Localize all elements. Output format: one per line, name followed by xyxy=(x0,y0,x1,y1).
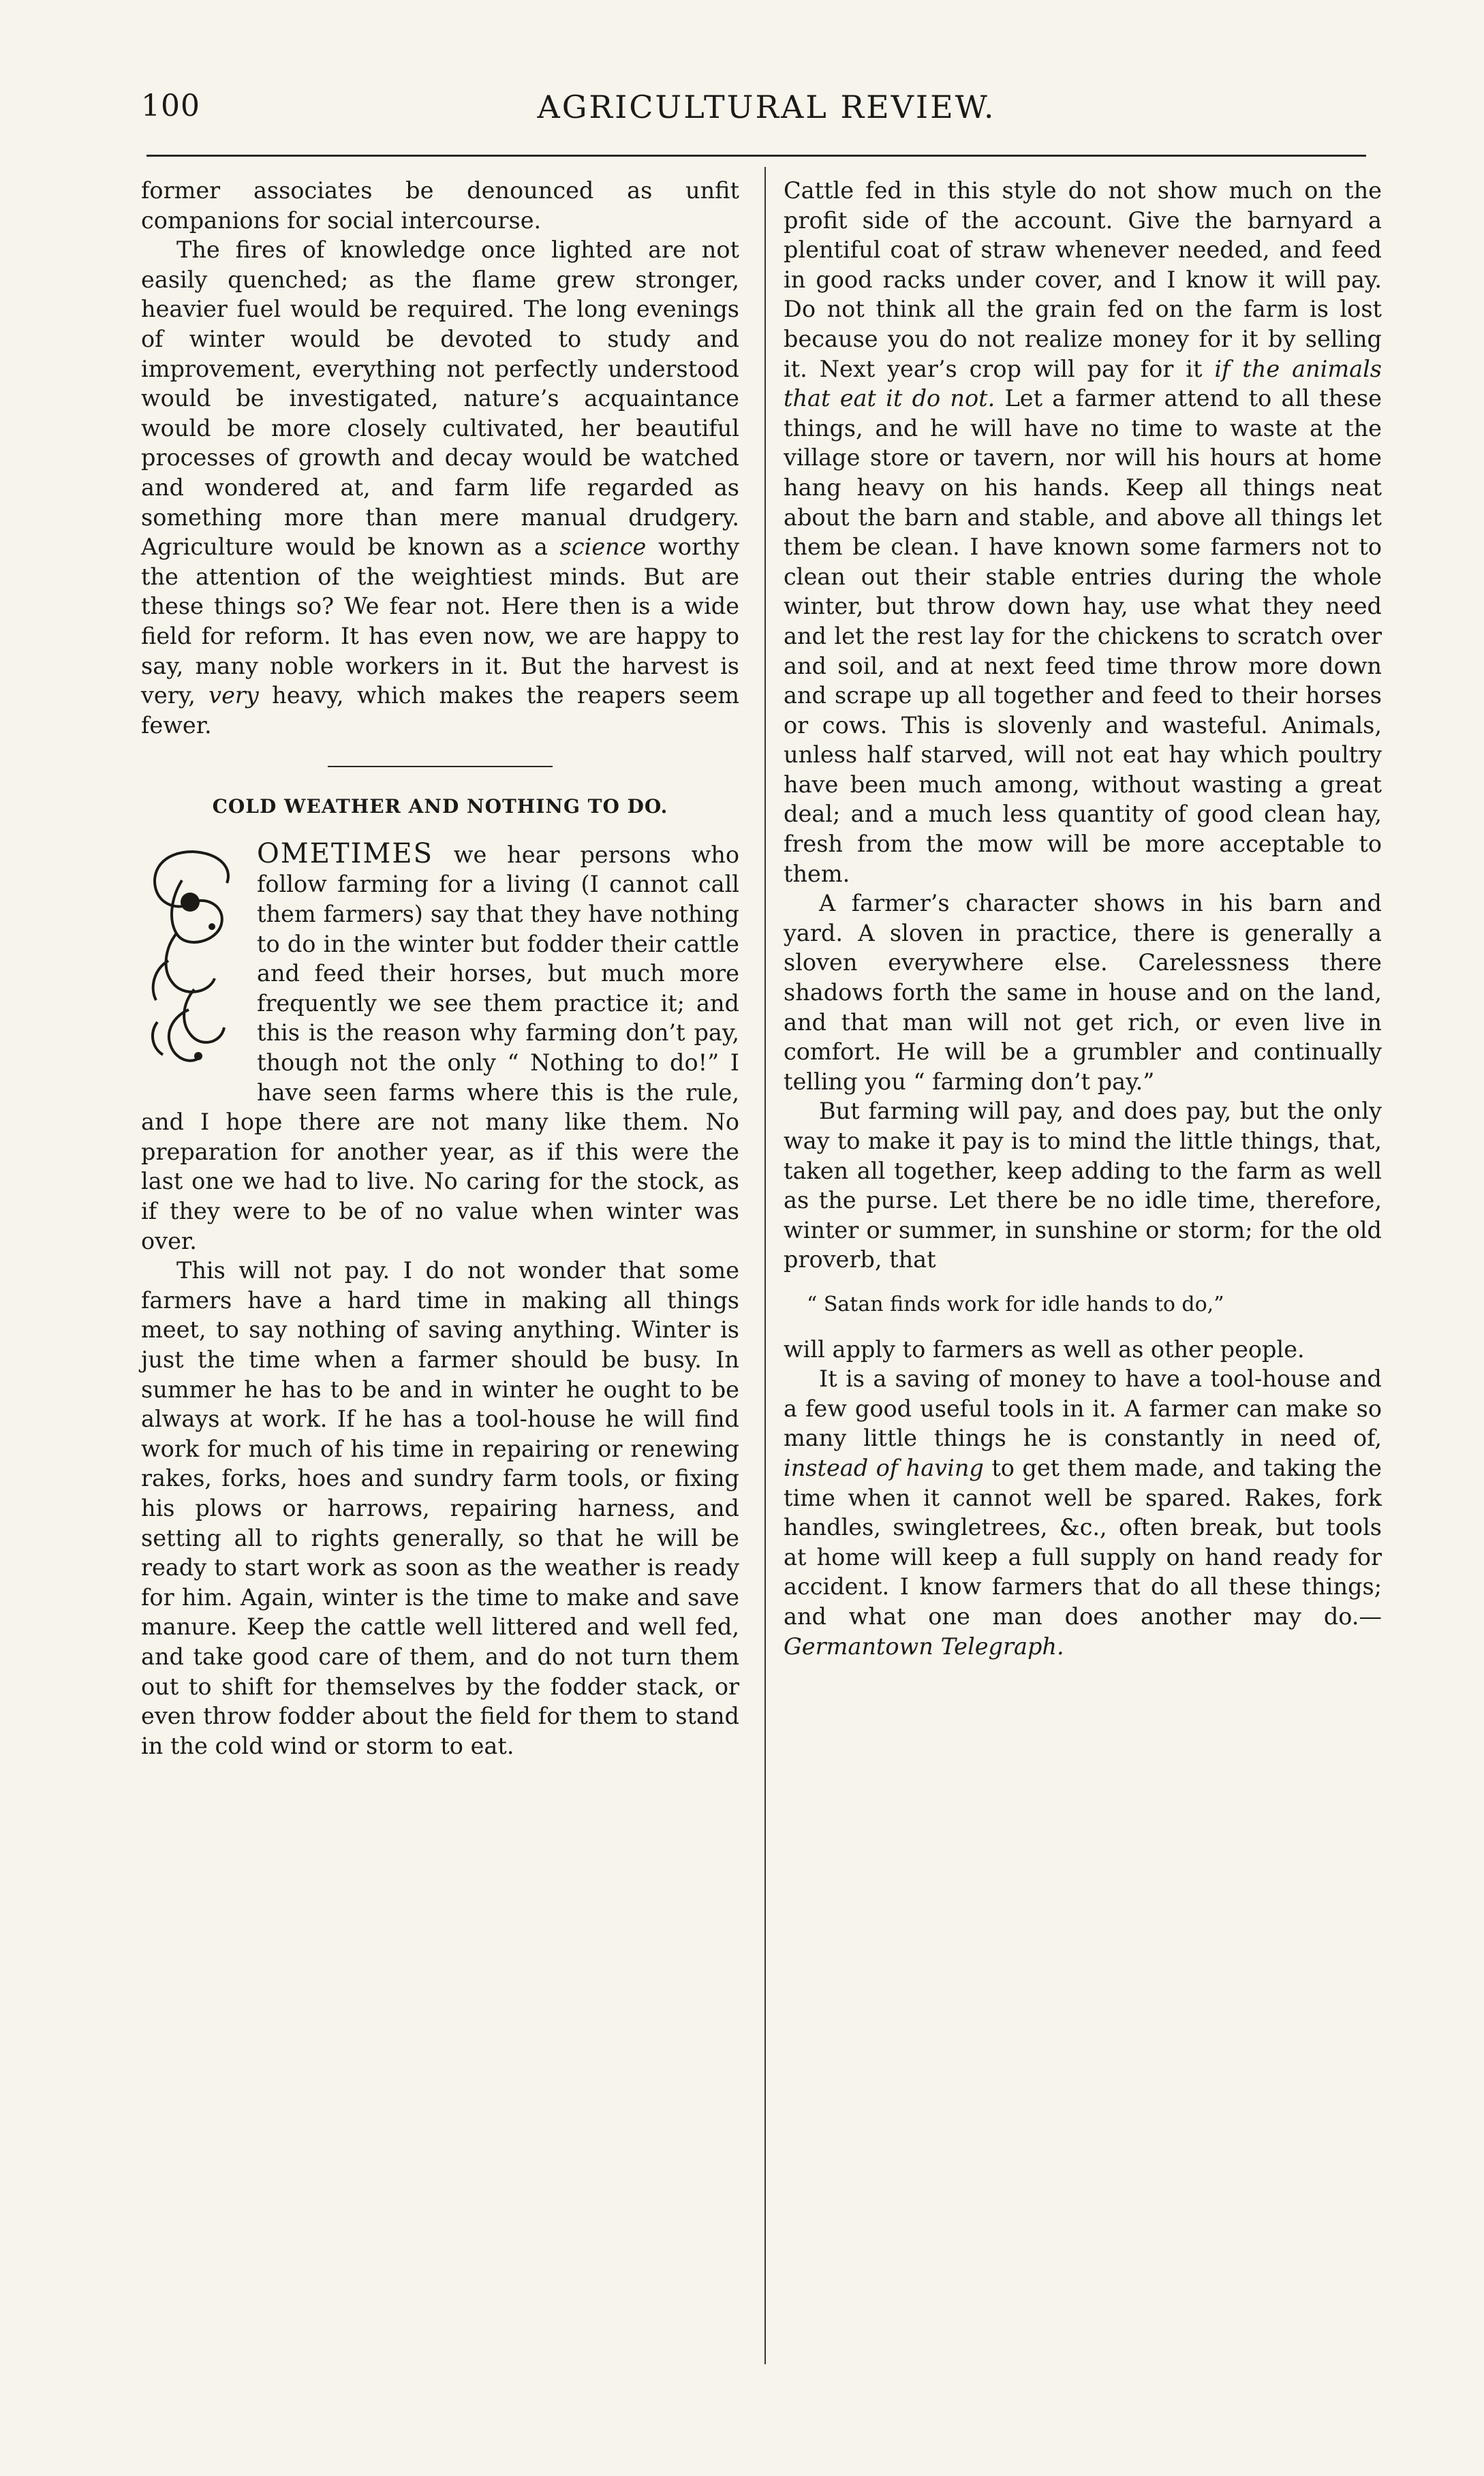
paragraph: This will not pay. I do not wonder that some farmers have a hard time in making all things meet, to say nothing of saving anything. Winter is just the time when a farmer should be busy. In summer he has to be and in winter he ought to be always at work. If he has a tool-house he will find work for much of his time in repairing or renewing rakes, forks, hoes and sundry farm tools, or fixing his plows or harrows, repairing harness, and setting all to rights generally, so that he will be ready to start work as soon as the weather is ready for him. Again, winter is the time to make and save manure. Keep the cattle well littered and well fed, and take good care of them, and do not turn them out to shift for themselves by the fodder stack, or even throw fodder about the field for them to stand in the cold wind or storm to eat. xyxy=(141,1257,739,1759)
column-divider xyxy=(764,167,766,2364)
emphasis: very xyxy=(208,682,259,709)
emphasis: instead of having xyxy=(784,1454,984,1481)
emphasis: science xyxy=(559,533,647,561)
article-opening xyxy=(141,839,739,1256)
decorative-initial-s-icon xyxy=(141,839,245,1078)
dropcap-lead: OMETIMES xyxy=(257,837,433,869)
running-head xyxy=(133,89,1400,143)
paragraph: OMETIMES we hear persons who follow farming for a living (I cannot call them farmers) say that they have nothing to do in the winter but fodder their cattle and feed their horses, but much more frequently we see them practice it; and this is the reason why farming don’t pay, though not the only “ Nothing to do!” I have seen farms where this is the rule, and I hope there are not many like them. No preparation for another year, as if this were the last one we had to live. No caring for the stock, as if they were to be of no value when winter was over. xyxy=(141,837,739,1254)
paragraph: former associates be denounced as unfit companions for social intercourse. xyxy=(141,177,739,234)
right-column xyxy=(784,176,1382,1661)
emphasis: if the animals that eat it do not. xyxy=(784,355,1382,412)
attribution: Germantown Telegraph. xyxy=(784,1632,1064,1660)
section-separator xyxy=(328,766,553,767)
journal-title: AGRICULTURAL REVIEW. xyxy=(537,89,996,125)
paragraph: Cattle fed in this style do not show much on the profit side of the account. Give the barnyard a plentiful coat of straw whenever needed, and feed in good racks under cover, and I know it will pay. Do not think all the grain fed on the farm is lost because you do not realize money for it by selling it. Next year’s crop will pay for it if the animals that eat it do not. Let a farmer attend to all these things, and he will have no time to waste at the village store or tavern, nor will his hours at home hang heavy on his hands. Keep all things neat about the barn and stable, and above all things let them be clean. I have known some farmers not to clean out their stable entries during the whole winter, but throw down hay, use what they need and let the rest lay for the chickens to scratch over and soil, and at next feed time throw more down and scrape up all together and feed to their horses or cows. This is slovenly and wasteful. Animals, unless half starved, will not eat hay which poultry have been much among, without wasting a great deal; and a much less quantity of good clean hay, fresh from the mow will be more acceptable to them. xyxy=(784,177,1382,887)
page-number: 100 xyxy=(141,89,200,123)
page xyxy=(133,89,1400,2405)
quotation: “ Satan finds work for idle hands to do,” xyxy=(807,1292,1224,1316)
paragraph: But farming will pay, and does pay, but the only way to make it pay is to mind the little things, that, taken all together, keep adding to the farm as well as the purse. Let there be no idle time, therefore, winter or summer, in sunshine or storm; for the old proverb, that xyxy=(784,1098,1382,1273)
paragraph: The fires of knowledge once lighted are not easily quenched; as the flame grew stronger, heavier fuel would be required. The long evenings of winter would be devoted to study and improvement, everything not perfectly understood would be investigated, nature’s acquaintance would be more closely cultivated, her beautiful processes of growth and decay would be watched and wondered at, and farm life regarded as something more than mere manual drudgery. Agriculture would be known as a science worthy the attention of the weightiest minds. But are these things so? We fear not. Here then is a wide field for reform. It has even now, we are happy to say, many noble workers in it. But the harvest is very, very heavy, which makes the reapers seem fewer. xyxy=(141,236,739,739)
paragraph: will apply to farmers as well as other people. xyxy=(784,1335,1305,1363)
header-rule xyxy=(146,155,1366,157)
paragraph: A farmer’s character shows in his barn and yard. A sloven in practice, there is generally a sloven everywhere else. Carelessness there shadows forth the same in house and on the land, and that man will not get rich, or even live in comfort. He will be a grumbler and continually telling you “ farming don’t pay.” xyxy=(784,890,1382,1095)
paragraph: It is a saving of money to have a tool-house and a few good useful tools in it. A farmer can make so many little things he is constantly in need of, instead of having to get them made, and taking the time when it cannot well be spared. Rakes, fork handles, swingletrees, &c., often break, but tools at home will keep a full supply on hand ready for accident. I know farmers that do all these things; and what one man does another may do.—Germantown Telegraph. xyxy=(784,1365,1382,1660)
left-column xyxy=(141,176,739,1761)
article-title: COLD WEATHER AND NOTHING TO DO. xyxy=(212,795,668,818)
